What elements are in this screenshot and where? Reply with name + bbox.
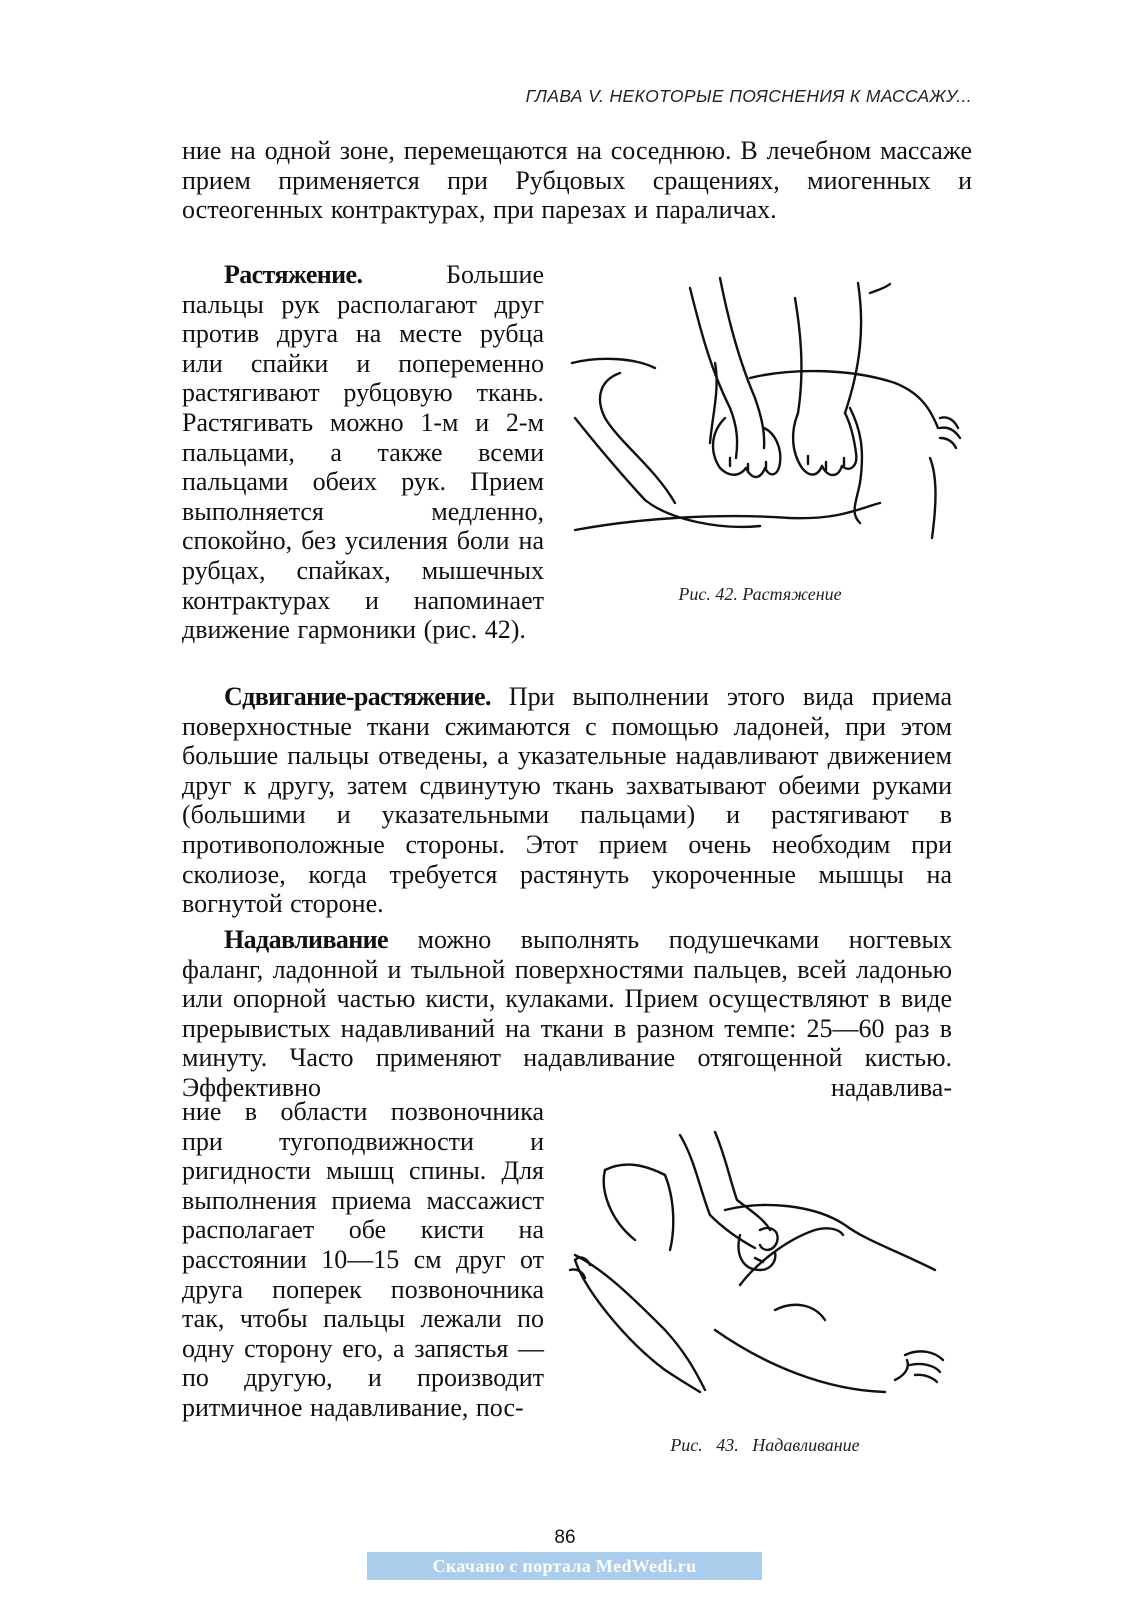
term-pressing: Надавливание bbox=[224, 925, 388, 954]
page-number: 86 bbox=[554, 1527, 576, 1548]
figure-43-caption: Рис. 43. Надавливание bbox=[670, 1435, 860, 1455]
text-pressing: можно выполнять подушечками ногтевых фаланг, ладонной и тыльной поверхностями пальцев, всей ладонью или опорной частью кисти, кулаками. Прием осуществляют в виде прерывистых надавливаний на ткани в разном темпе: 25—60 раз в минуту. Часто применяют надавливание отягощенной кистью. Эффективно надавлива- bbox=[182, 925, 952, 1102]
running-header: ГЛАВА V. НЕКОТОРЫЕ ПОЯСНЕНИЯ К МАССАЖУ... bbox=[525, 86, 972, 106]
figure-42-illustration bbox=[560, 268, 970, 558]
text-stretching: Большие пальцы рук располагают друг против друга на месте рубца или спайки и попеременно растягивают рубцовую ткань. Растягивать можно 1-м и 2-м пальцами, а также всеми пальцами обеих рук. Прием выполняется медленно, спокойно, без усиления боли на рубцах, спайках, мышечных контрактурах и напоминает движение гармоники (рис. 42). bbox=[182, 260, 544, 645]
figure-43-illustration bbox=[565, 1130, 955, 1420]
text-shifting-stretching: При выполнении этого вида приема поверхностные ткани сжимаются с помощью ладоней, при этом большие пальцы отведены, а указательные надавливают движением друг к другу, затем сдвинутую ткань захватывают обеими руками (большими и указательными пальцами) и растягивают в противоположные стороны. Этот прием очень необходим при сколиозе, когда требуется растянуть укороченные мышцы на вогнутой стороне. bbox=[182, 682, 952, 919]
paragraph-pressing bbox=[182, 925, 952, 1103]
figure-42-caption: Рис. 42. Растяжение bbox=[678, 584, 842, 604]
download-banner[interactable]: Скачано с портала MedWedi.ru bbox=[367, 1552, 762, 1580]
paragraph-continuation: ние на одной зоне, перемещаются на соседнюю. В лечебном массаже прием применяется при Рубцовых сращениях, миогенных и остеогенных контрактурах, при парезах и параличах. bbox=[182, 136, 972, 225]
term-shifting-stretching: Сдвигание-растяжение. bbox=[224, 682, 491, 711]
paragraph-stretching bbox=[182, 260, 544, 645]
paragraph-shifting-stretching bbox=[182, 682, 952, 919]
paragraph-pressing-continuation: ние в области позвоночника при тугоподвижности и ригидности мышц спины. Для выполнения приема массажист располагает обе кисти на расстоянии 10—15 см друг от друга поперек позвоночника так, чтобы пальцы лежали по одну сторону его, а запястья — по другую, и производит ритмичное надавливание, пос- bbox=[182, 1097, 544, 1422]
term-stretching: Растяжение. bbox=[224, 260, 363, 289]
